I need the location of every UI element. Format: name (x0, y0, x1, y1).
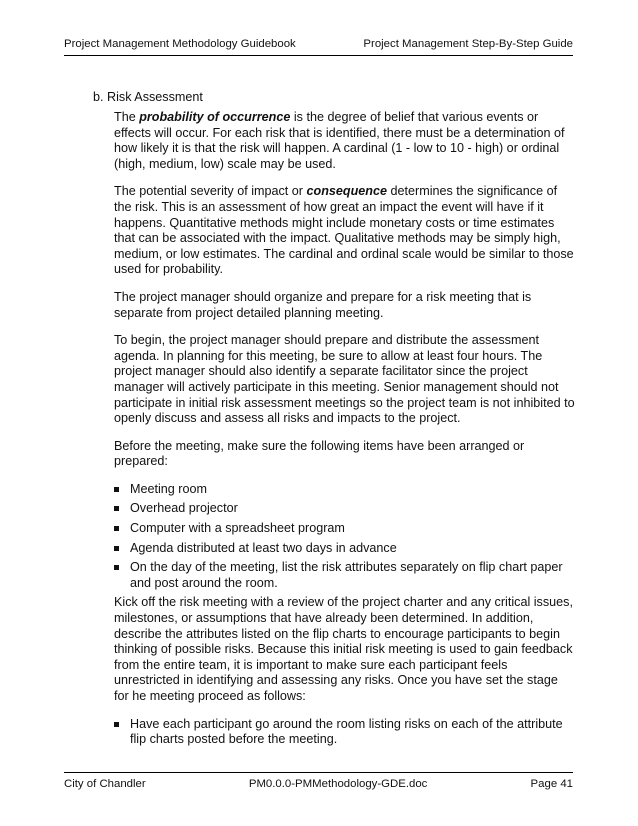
section-body (114, 110, 576, 752)
paragraph-probability (114, 110, 576, 172)
term-consequence: consequence (306, 184, 387, 199)
section-title: b. Risk Assessment (93, 90, 203, 104)
list-item-text: Meeting room (130, 481, 207, 496)
list-item (114, 717, 576, 748)
term-probability: probability of occurrence (139, 110, 291, 124)
list-item (114, 501, 576, 517)
footer-center: PM0.0.0-PMMethodology-GDE.doc (248, 778, 428, 790)
square-bullet-icon (114, 722, 119, 727)
paragraph-organize: The project manager should organize and prepare for a risk meeting that is separate from project detailed planning meeting. (114, 289, 532, 320)
square-bullet-icon (114, 526, 119, 531)
list-item-text: Agenda distributed at least two days in advance (130, 540, 397, 555)
page-footer (64, 772, 573, 790)
paragraph-before-meeting: Before the meeting, make sure the following items have been arranged or prepared: (114, 438, 525, 469)
square-bullet-icon (114, 506, 119, 511)
text: The (114, 110, 140, 124)
list-item-text: Have each participant go around the room listing risks on each of the attribute flip charts posted before the meeting. (130, 716, 563, 747)
list-item (114, 521, 576, 537)
square-bullet-icon (114, 565, 119, 570)
paragraph-begin: To begin, the project manager should prepare and distribute the assessment agenda. In planning for this meeting, be sure to allow at least four hours. The project manager should also identify a separate facilitator since the project manager will actively participate in this meeting. Senior management should not participate in initial risk assessment meetings so the project team is not inhibited to openly discuss and assess all risks and impacts to the project. (114, 333, 575, 426)
square-bullet-icon (114, 546, 119, 551)
list-item-text: Overhead projector (130, 501, 238, 516)
list-item (114, 482, 576, 498)
footer-page-number: Page 41 (530, 778, 573, 790)
paragraph-kickoff: Kick off the risk meeting with a review of the project charter and any critical issues, milestones, or assumptions that have already been determined. In addition, describe the attributes listed on the flip charts to encourage participants to begin thinking of possible risks. Because this initial risk meeting is used to gain feedback from the entire team, it is important to make sure each participant feels unrestricted in identifying and assessing any risks. Once you have set the stage for he meeting proceed as follows: (114, 595, 573, 703)
paragraph-consequence (114, 184, 576, 278)
page-header (64, 38, 573, 56)
list-item (114, 560, 576, 591)
list-item-text: On the day of the meeting, list the risk attributes separately on flip chart paper and post around the room. (130, 560, 563, 590)
steps-list (114, 717, 576, 748)
text: determines the significance of the risk. This is an assessment of how great an impact the event will have if it happens. Quantitative methods might include monetary costs or time estimates that can be associated with the impact. Qualitative methods may be simply high, medium, or low estimates. The cardinal and ordinal scale would be similar to those used for probability. (114, 184, 574, 277)
header-right: Project Management Step-By-Step Guide (363, 38, 573, 50)
list-item-text: Computer with a spreadsheet program (130, 521, 345, 536)
header-left: Project Management Methodology Guidebook (64, 38, 296, 50)
footer-left: City of Chandler (64, 778, 146, 790)
prep-list (114, 482, 576, 592)
text: The potential severity of impact or (114, 184, 307, 199)
list-item (114, 541, 576, 557)
text: is the degree of belief that various events or effects will occur. For each risk that is identified, there must be a determination of how likely it is that the risk will happen. A cardinal (1 - low to 10 - high) or ordinal (high, medium, low) scale may be used. (114, 110, 565, 171)
square-bullet-icon (114, 487, 119, 492)
